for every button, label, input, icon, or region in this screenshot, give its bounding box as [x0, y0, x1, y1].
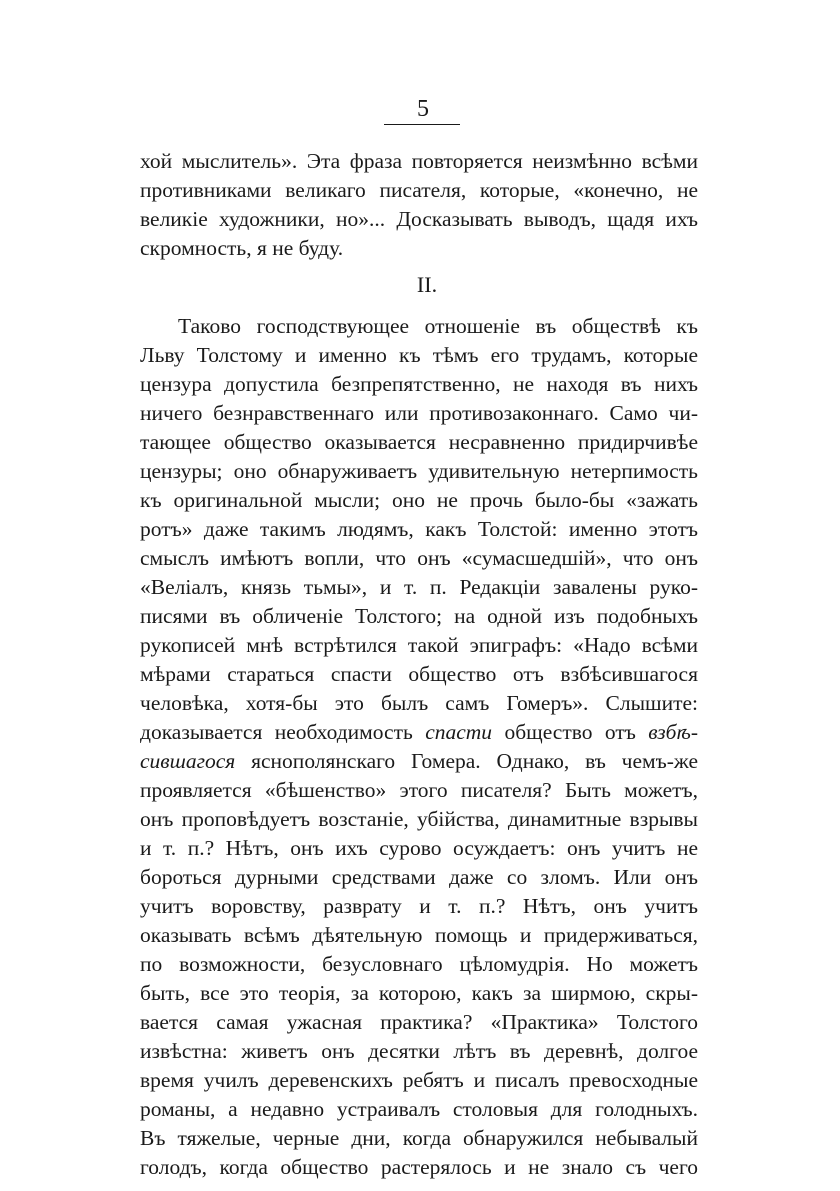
text-line: къ оригинальной мысли; оно не прочь было-бы «зажать: [140, 488, 698, 512]
text-line: Въ тяжелые, черные дни, когда обнаружился небывалый: [140, 1126, 698, 1150]
text-line: вается самая ужасная практика? «Практика» Толстого: [140, 1010, 698, 1034]
text-line: быть, все это теорія, за которою, какъ за ширмою, скры-: [140, 981, 698, 1005]
text-line: Таково господствующее отношеніе въ обществѣ къ: [178, 314, 698, 338]
text-line: «Веліалъ, князь тьмы», и т. п. Редакціи завалены руко-: [140, 575, 698, 599]
text-line: романы, а недавно устраивалъ столовыя для голодныхъ.: [140, 1097, 698, 1121]
text-line: ничего безнравственнаго или противозаконнаго. Само чи-: [140, 401, 698, 425]
text-line: смыслъ имѣютъ вопли, что онъ «сумасшедшій», что онъ: [140, 546, 698, 570]
text-line: учитъ воровству, разврату и т. п.? Нѣтъ, онъ учитъ: [140, 894, 698, 918]
page-number: 5: [417, 96, 429, 122]
header-rule: [384, 124, 460, 125]
text-line: противниками великаго писателя, которые, «конечно, не: [140, 178, 698, 202]
text-line: Льву Толстому и именно къ тѣмъ его трудамъ, которые: [140, 343, 698, 367]
emphasized-text: спасти: [425, 720, 493, 744]
emphasized-text: сившагося: [140, 749, 236, 773]
text-line: и т. п.? Нѣтъ, онъ ихъ сурово осуждаетъ: онъ учитъ не: [140, 836, 698, 860]
text-line: писями въ обличеніе Толстого; на одной изъ подобныхъ: [140, 604, 698, 628]
text-span: яснополянскаго Гомера. Однако, въ чемъ-же: [235, 749, 698, 773]
text-line: [140, 717, 698, 747]
text-line: хой мыслитель». Эта фраза повторяется неизмѣнно всѣми: [140, 149, 698, 173]
text-line: человѣка, хотя-бы это былъ самъ Гомеръ». Слышите:: [140, 691, 698, 715]
text-span: общество отъ: [492, 720, 649, 744]
text-line: проявляется «бѣшенство» этого писателя? Быть можетъ,: [140, 778, 698, 802]
text-line: скромность, я не буду.: [140, 236, 344, 260]
text-line: по возможности, безусловнаго цѣломудрія. Но можетъ: [140, 952, 698, 976]
text-line: онъ проповѣдуетъ возстаніе, убійства, динамитные взрывы: [140, 807, 698, 831]
text-line: оказывать всѣмъ дѣятельную помощь и придерживаться,: [140, 923, 698, 947]
text-line: голодъ, когда общество растерялось и не знало съ чего: [140, 1155, 698, 1179]
text-span: доказывается необходимость: [140, 720, 426, 744]
text-line: время училъ деревенскихъ ребятъ и писалъ превосходные: [140, 1068, 698, 1092]
text-line: мѣрами стараться спасти общество отъ взбѣсившагося: [140, 662, 698, 686]
text-line: цензуры; оно обнаруживаетъ удивительную нетерпимость: [140, 459, 698, 483]
text-line: рукописей мнѣ встрѣтился такой эпиграфъ: «Надо всѣми: [140, 633, 698, 657]
text-line: извѣстна: живетъ онъ десятки лѣтъ въ деревнѣ, долгое: [140, 1039, 698, 1063]
text-line: [140, 746, 698, 776]
section-heading: II.: [416, 272, 438, 297]
text-line: бороться дурными средствами даже со зломъ. Или онъ: [140, 865, 698, 889]
emphasized-text: взбѣ-: [648, 720, 698, 744]
text-line: тающее общество оказывается несравненно придирчивѣе: [140, 430, 698, 454]
text-line: цензура допустила безпрепятственно, не находя въ нихъ: [140, 372, 698, 396]
text-line: великіе художники, но»... Досказывать выводъ, щадя ихъ: [140, 207, 698, 231]
text-line: ротъ» даже такимъ людямъ, какъ Толстой: именно этотъ: [140, 517, 698, 541]
